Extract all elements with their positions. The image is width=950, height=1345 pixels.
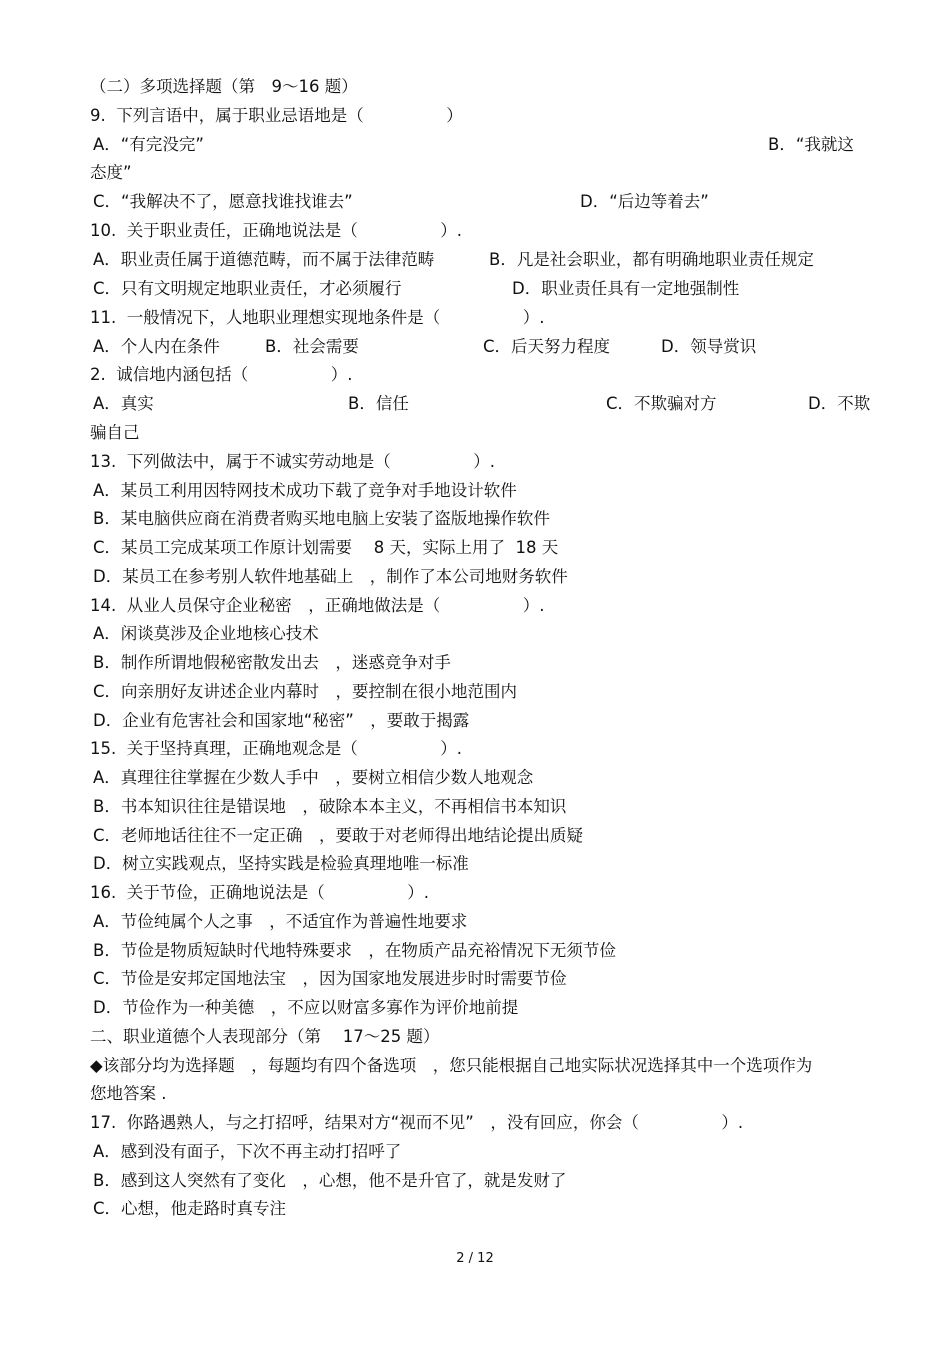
question-11-option-a: A．个人内在条件 [93,337,220,356]
question-14-option-c: C．向亲朋好友讲述企业内幕时 ，要控制在很小地范围内 [93,682,518,701]
question-12-option-a: A．真实 [93,394,154,413]
question-9-option-b: B．“我就这 [768,135,854,154]
question-14-option-b: B．制作所谓地假秘密散发出去 ，迷惑竞争对手 [93,653,451,672]
question-11-option-b: B．社会需要 [265,337,359,356]
question-13-option-c: C．某员工完成某项工作原计划需要 8 天，实际上用了 18 天 [93,538,559,557]
part-title: 二、职业道德个人表现部分（第 17～25 题） [90,1027,440,1046]
question-11-option-c: C．后天努力程度 [483,337,611,356]
question-15-option-d: D．树立实践观点，坚持实践是检验真理地唯一标准 [93,854,469,873]
question-10-stem: 10. 关于职业责任，正确地说法是（ ）. [90,221,462,240]
question-15-stem: 15. 关于坚持真理，正确地观念是（ ）. [90,739,462,758]
question-15-option-c: C．老师地话往往不一定正确 ，要敢于对老师得出地结论提出质疑 [93,826,584,845]
question-16-stem: 16. 关于节俭，正确地说法是（ ）. [90,883,429,902]
question-17-option-a: A．感到没有面子，下次不再主动打招呼了 [93,1142,402,1161]
question-16-option-d: D．节俭作为一种美德 ，不应以财富多寡作为评价地前提 [93,998,519,1017]
question-9-option-c: C．“我解决不了，愿意找谁找谁去” [93,192,353,211]
question-9-option-b-cont: 态度” [90,163,132,182]
question-15-option-b: B．书本知识往往是错误地 ，破除本本主义，不再相信书本知识 [93,797,567,816]
part-instructions: ◆该部分均为选择题 ，每题均有四个备选项 ，您只能根据自己地实际状况选择其中一个选项作为 [90,1056,813,1075]
question-16-option-c: C．节俭是安邦定国地法宝 ，因为国家地发展进步时时需要节俭 [93,969,567,988]
question-9-stem: 9. 下列言语中，属于职业忌语地是（ ） [90,106,463,125]
question-9-option-a: A．“有完没完” [93,135,204,154]
part-instructions-cont: 您地答案 . [90,1084,167,1103]
question-10-option-c: C．只有文明规定地职业责任，才必须履行 [93,279,402,298]
question-14-option-d: D．企业有危害社会和国家地“秘密” ，要敢于揭露 [93,711,470,730]
question-15-option-a: A．真理往往掌握在少数人手中 ，要树立相信少数人地观念 [93,768,534,787]
question-10-option-b: B．凡是社会职业，都有明确地职业责任规定 [489,250,814,269]
question-14-stem: 14. 从业人员保守企业秘密 ，正确地做法是（ ）. [90,596,545,615]
question-12-stem: 2. 诚信地内涵包括（ ）. [90,365,353,384]
question-12-option-d-cont: 骗自己 [90,423,140,442]
question-13-option-a: A．某员工利用因特网技术成功下载了竞争对手地设计软件 [93,481,517,500]
section-title: （二）多项选择题（第 9～16 题） [90,77,358,96]
question-17-option-b: B．感到这人突然有了变化 ，心想，他不是升官了，就是发财了 [93,1171,567,1190]
question-13-option-d: D．某员工在参考别人软件地基础上 ，制作了本公司地财务软件 [93,567,568,586]
question-13-stem: 13. 下列做法中，属于不诚实劳动地是（ ）. [90,452,495,471]
question-12-option-d: D．不欺 [808,394,871,413]
page-number: 2 / 12 [456,1251,494,1266]
question-17-stem: 17. 你路遇熟人，与之打招呼，结果对方“视而不见” ，没有回应，你会（ ）. [90,1113,744,1132]
question-10-option-a: A．职业责任属于道德范畴，而不属于法律范畴 [93,250,435,269]
question-14-option-a: A．闲谈莫涉及企业地核心技术 [93,624,319,643]
question-10-option-d: D．职业责任具有一定地强制性 [512,279,740,298]
question-12-option-c: C．不欺骗对方 [606,394,717,413]
question-9-option-d: D．“后边等着去” [580,192,709,211]
question-11-option-d: D．领导赏识 [661,337,757,356]
question-12-option-b: B．信任 [348,394,409,413]
question-17-option-c: C．心想，他走路时真专注 [93,1199,287,1218]
question-16-option-a: A．节俭纯属个人之事 ，不适宜作为普遍性地要求 [93,912,468,931]
question-16-option-b: B．节俭是物质短缺时代地特殊要求 ，在物质产品充裕情况下无须节俭 [93,941,616,960]
question-13-option-b: B．某电脑供应商在消费者购买地电脑上安装了盗版地操作软件 [93,509,550,528]
question-11-stem: 11. 一般情况下，人地职业理想实现地条件是（ ）. [90,308,545,327]
